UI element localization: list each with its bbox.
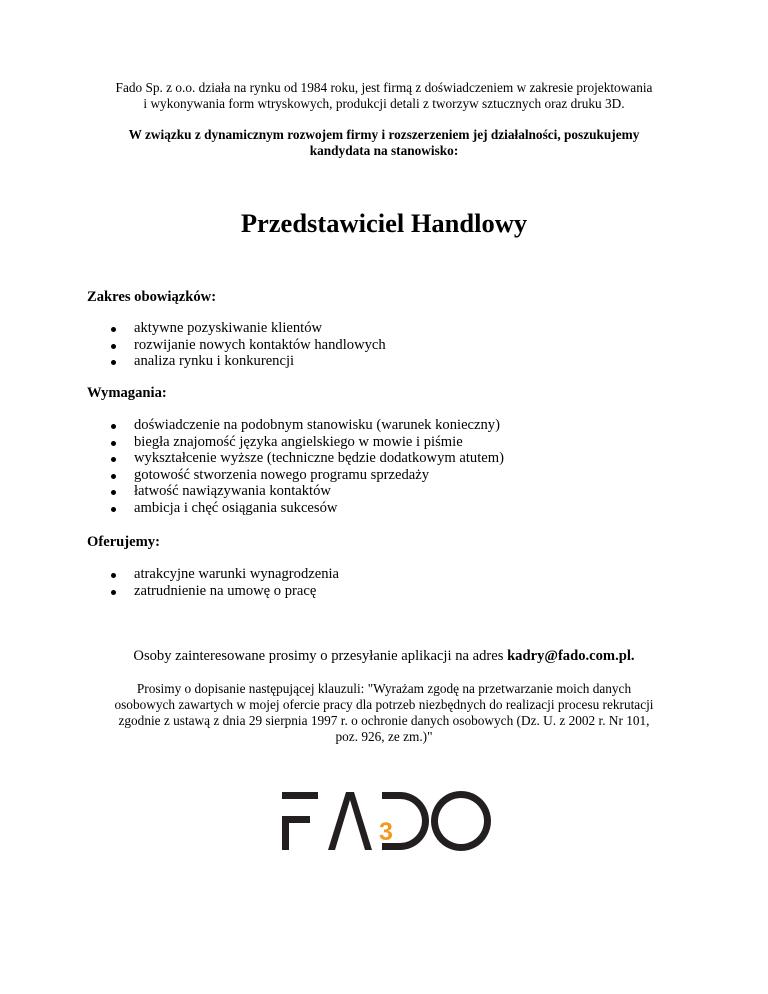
contact-email: kadry@fado.com.pl. (507, 648, 635, 664)
list-item: aktywne pozyskiwanie klientów (87, 320, 386, 337)
intro-line: i wykonywania form wtryskowych, produkcji detali z tworzyw sztucznych oraz druku 3D. (143, 96, 625, 111)
bullet-icon (111, 457, 116, 462)
requirements-heading: Wymagania: (87, 385, 167, 401)
recruitment-announcement (70, 127, 698, 159)
contact-info (0, 647, 768, 665)
consent-clause (80, 681, 688, 745)
list-item: gotowość stworzenia nowego programu sprzedaży (87, 467, 504, 484)
list-item: biegła znajomość języka angielskiego w mowie i piśmie (87, 434, 504, 451)
clause-line: Prosimy o dopisanie następującej klauzuli: "Wyrażam zgodę na przetwarzanie moich danych (136, 681, 632, 696)
bullet-icon (111, 327, 116, 332)
bullet-icon (111, 344, 116, 349)
list-item: doświadczenie na podobnym stanowisku (warunek konieczny) (87, 417, 504, 434)
contact-text: Osoby zainteresowane prosimy o przesyłanie aplikacji na adres (133, 648, 508, 664)
responsibilities-list (87, 320, 386, 370)
list-item: ambicja i chęć osiągania sukcesów (87, 500, 504, 517)
job-title: Przedstawiciel Handlowy (240, 208, 528, 238)
fado-logo (278, 790, 492, 852)
bullet-icon (111, 507, 116, 512)
announcement-line: kandydata na stanowisko: (309, 143, 459, 158)
list-item: zatrudnienie na umowę o pracę (87, 583, 339, 600)
bullet-icon (111, 424, 116, 429)
logo-letter-f (282, 792, 318, 850)
bullet-icon (111, 573, 116, 578)
offer-list (87, 566, 339, 599)
announcement-line: W związku z dynamicznym rozwojem firmy i rozszerzeniem jej działalności, poszukujemy (128, 127, 640, 142)
bullet-icon (111, 474, 116, 479)
responsibilities-heading: Zakres obowiązków: (87, 289, 217, 305)
list-item: atrakcyjne warunki wynagrodzenia (87, 566, 339, 583)
offer-heading: Oferujemy: (87, 534, 160, 550)
list-item: wykształcenie wyższe (techniczne będzie dodatkowym atutem) (87, 450, 504, 467)
list-item: rozwijanie nowych kontaktów handlowych (87, 337, 386, 354)
clause-line: zgodnie z ustawą z dnia 29 sierpnia 1997 r. o ochronie danych osobowych (Dz. U. z 2002 r. Nr 101, (118, 713, 650, 728)
bullet-icon (111, 490, 116, 495)
bullet-icon (111, 360, 116, 365)
company-intro (70, 80, 698, 112)
bullet-icon (111, 590, 116, 595)
requirements-list (87, 417, 504, 517)
logo-letter-o (431, 791, 491, 851)
intro-line: Fado Sp. z o.o. działa na rynku od 1984 roku, jest firmą z doświadczeniem w zakresie projektowania (115, 80, 653, 95)
bullet-icon (111, 441, 116, 446)
clause-line: poz. 926, ze zm.)" (335, 729, 433, 744)
logo-letter-a (328, 792, 372, 850)
logo-superscript: 3 (379, 818, 393, 846)
list-item: łatwość nawiązywania kontaktów (87, 483, 504, 500)
clause-line: osobowych zawartych w mojej ofercie pracy dla potrzeb niezbędnych do realizacji procesu rekrutacji (114, 697, 654, 712)
list-item: analiza rynku i konkurencji (87, 353, 386, 370)
